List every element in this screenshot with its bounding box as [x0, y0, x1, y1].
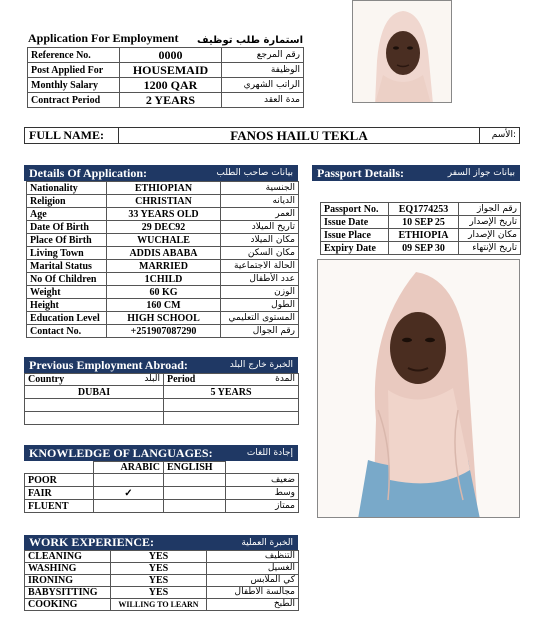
table-row [25, 487, 299, 500]
period-cell: 5 YEARS [164, 386, 299, 399]
row-label: Passport No. [321, 203, 389, 216]
previous-employment-title-ar: الخبرة خارج البلد [229, 360, 293, 370]
row-value: YES [111, 575, 207, 587]
row-label: Post Applied For [28, 63, 120, 78]
period-cell [164, 399, 299, 412]
row-value: +251907087290 [107, 325, 221, 338]
row-label: Marital Status [27, 260, 107, 273]
table-row [25, 587, 299, 599]
languages-header [24, 445, 298, 461]
passport-title-ar: بيانات جواز السفر [447, 168, 515, 178]
row-label-ar: الراتب الشهري [222, 78, 304, 93]
previous-employment-title-en: Previous Employment Abroad: [29, 357, 188, 372]
row-label: Monthly Salary [28, 78, 120, 93]
blank-cell [25, 462, 94, 474]
work-title-en: WORK EXPERIENCE: [29, 535, 155, 549]
row-value: CHRISTIAN [107, 195, 221, 208]
table-row [27, 234, 299, 247]
details-title-ar: بيانات صاحب الطلب [216, 168, 293, 178]
arabic-cell [94, 474, 164, 487]
application-title-ar: استمارة طلب توظيف [197, 35, 303, 46]
row-label-ar: تاريخ الإصدار [459, 216, 521, 229]
row-label: BABYSITTING [25, 587, 111, 599]
row-label: Expiry Date [321, 242, 389, 255]
row-label-ar: المستوى التعليمي [221, 312, 299, 325]
table-row [27, 247, 299, 260]
row-label-ar: ممتاز [226, 500, 299, 513]
previous-employment-header [24, 357, 298, 373]
table-row [321, 229, 521, 242]
table-row [25, 399, 299, 412]
row-label: POOR [25, 474, 94, 487]
row-label: Height [27, 299, 107, 312]
table-row [27, 221, 299, 234]
row-label: Weight [27, 286, 107, 299]
row-label-ar: الحالة الاجتماعية [221, 260, 299, 273]
full-name-value: FANOS HAILU TEKLA [230, 128, 368, 143]
table-row [321, 203, 521, 216]
row-label-ar: تاريخ الميلاد [221, 221, 299, 234]
row-value: 0000 [120, 48, 222, 63]
row-label: Date Of Birth [27, 221, 107, 234]
english-cell [164, 474, 226, 487]
row-label: COOKING [25, 599, 111, 611]
period-cell [164, 412, 299, 425]
row-label-ar: رقم الجواز [459, 203, 521, 216]
row-label-ar: ضعيف [226, 474, 299, 487]
row-label: Place Of Birth [27, 234, 107, 247]
row-value: 33 YEARS OLD [107, 208, 221, 221]
full-name-label: FULL NAME: [25, 128, 119, 143]
row-label: Contract Period [28, 93, 120, 108]
table-row [28, 63, 304, 78]
row-value: YES [111, 563, 207, 575]
row-label: FLUENT [25, 500, 94, 513]
table-row [27, 260, 299, 273]
row-label: Issue Place [321, 229, 389, 242]
previous-employment-table [24, 373, 299, 425]
row-label-ar: وسط [226, 487, 299, 500]
application-table [27, 47, 304, 108]
period-header [164, 374, 299, 386]
row-value: 1200 QAR [120, 78, 222, 93]
table-row [27, 195, 299, 208]
full-name-label-ar: الأسم: [479, 128, 519, 143]
english-cell [164, 487, 226, 500]
row-label-ar: التنظيف [207, 551, 299, 563]
details-header [24, 165, 298, 181]
row-label: Religion [27, 195, 107, 208]
row-label-ar: مكان الميلاد [221, 234, 299, 247]
table-row [27, 273, 299, 286]
arabic-header: ARABIC [94, 462, 164, 474]
table-row [28, 48, 304, 63]
table-header-row [25, 462, 299, 474]
table-row [27, 182, 299, 195]
row-label-ar: مدة العقد [222, 93, 304, 108]
row-value: 29 DEC92 [107, 221, 221, 234]
table-row [27, 312, 299, 325]
row-label-ar: الطول [221, 299, 299, 312]
table-row [321, 242, 521, 255]
row-label: Living Town [27, 247, 107, 260]
table-row [25, 563, 299, 575]
row-value: WILLING TO LEARN [111, 599, 207, 611]
row-label: FAIR [25, 487, 94, 500]
country-header [25, 374, 164, 386]
table-row [25, 474, 299, 487]
row-label-ar: الوظيفة [222, 63, 304, 78]
languages-table [24, 461, 299, 513]
table-row [25, 575, 299, 587]
work-header [24, 535, 298, 550]
period-label-ar: المدة [275, 374, 295, 384]
arabic-cell: ✓ [94, 487, 164, 500]
row-value: 2 YEARS [120, 93, 222, 108]
row-value: YES [111, 551, 207, 563]
row-value: 1CHILD [107, 273, 221, 286]
row-label-ar: كي الملابس [207, 575, 299, 587]
row-label-ar: مكان الإصدار [459, 229, 521, 242]
work-title-ar: الخبرة العملية [241, 537, 293, 548]
row-label-ar: رقم الجوال [221, 325, 299, 338]
row-label: Reference No. [28, 48, 120, 63]
country-cell [25, 399, 164, 412]
portrait-photo [352, 0, 452, 103]
application-title-en: Application For Employment [28, 31, 179, 45]
row-label: CLEANING [25, 551, 111, 563]
row-label-ar: تاريخ الإنتهاء [459, 242, 521, 255]
details-title-en: Details Of Application: [29, 165, 148, 180]
row-label-ar: الجنسية [221, 182, 299, 195]
row-label: WASHING [25, 563, 111, 575]
row-label-ar: عدد الأطفال [221, 273, 299, 286]
row-value: WUCHALE [107, 234, 221, 247]
row-value: EQ1774253 [389, 203, 459, 216]
table-row [27, 208, 299, 221]
row-value: ADDIS ABABA [107, 247, 221, 260]
country-cell [25, 412, 164, 425]
application-title [28, 32, 303, 46]
full-name-bar [24, 127, 520, 144]
row-label-ar: مجالسة الأطفال [207, 587, 299, 599]
row-value: 10 SEP 25 [389, 216, 459, 229]
row-label-ar: الديانه [221, 195, 299, 208]
row-value: MARRIED [107, 260, 221, 273]
row-label-ar: الغسيل [207, 563, 299, 575]
row-label-ar: مكان السكن [221, 247, 299, 260]
row-label: Issue Date [321, 216, 389, 229]
english-header: ENGLISH [164, 462, 226, 474]
passport-header [312, 165, 520, 181]
row-label: No Of Children [27, 273, 107, 286]
row-label-ar: الطبخ [207, 599, 299, 611]
table-row [25, 412, 299, 425]
row-value: 09 SEP 30 [389, 242, 459, 255]
row-value: 60 KG [107, 286, 221, 299]
row-label: Age [27, 208, 107, 221]
full-body-photo-image [318, 260, 520, 518]
country-label: Country [28, 374, 65, 385]
row-label: Nationality [27, 182, 107, 195]
languages-title-ar: إجادة اللغات [246, 448, 293, 458]
english-cell [164, 500, 226, 513]
table-row [27, 299, 299, 312]
row-value: ETHIOPIA [389, 229, 459, 242]
passport-table [320, 202, 521, 255]
table-row [28, 78, 304, 93]
table-row [27, 286, 299, 299]
row-value: HIGH SCHOOL [107, 312, 221, 325]
table-row [25, 599, 299, 611]
details-table [26, 181, 299, 338]
passport-title-en: Passport Details: [317, 165, 404, 180]
work-table [24, 550, 299, 611]
country-label-ar: البلد [144, 374, 160, 384]
table-row [25, 500, 299, 513]
row-label: Education Level [27, 312, 107, 325]
row-label-ar: العمر [221, 208, 299, 221]
blank-cell [226, 462, 299, 474]
row-label-ar: رقم المرجع [222, 48, 304, 63]
country-cell: DUBAI [25, 386, 164, 399]
table-row [321, 216, 521, 229]
row-value: HOUSEMAID [120, 63, 222, 78]
portrait-photo-image [353, 1, 452, 103]
row-label: Contact No. [27, 325, 107, 338]
table-row [27, 325, 299, 338]
full-body-photo [317, 259, 520, 518]
row-value: ETHIOPIAN [107, 182, 221, 195]
table-header-row [25, 374, 299, 386]
languages-title-en: KNOWLEDGE OF LANGUAGES: [29, 445, 213, 460]
row-value: 160 CM [107, 299, 221, 312]
row-label: IRONING [25, 575, 111, 587]
table-row [28, 93, 304, 108]
arabic-cell [94, 500, 164, 513]
row-label-ar: الوزن [221, 286, 299, 299]
table-row [25, 551, 299, 563]
row-value: YES [111, 587, 207, 599]
period-label: Period [167, 374, 196, 385]
table-row [25, 386, 299, 399]
